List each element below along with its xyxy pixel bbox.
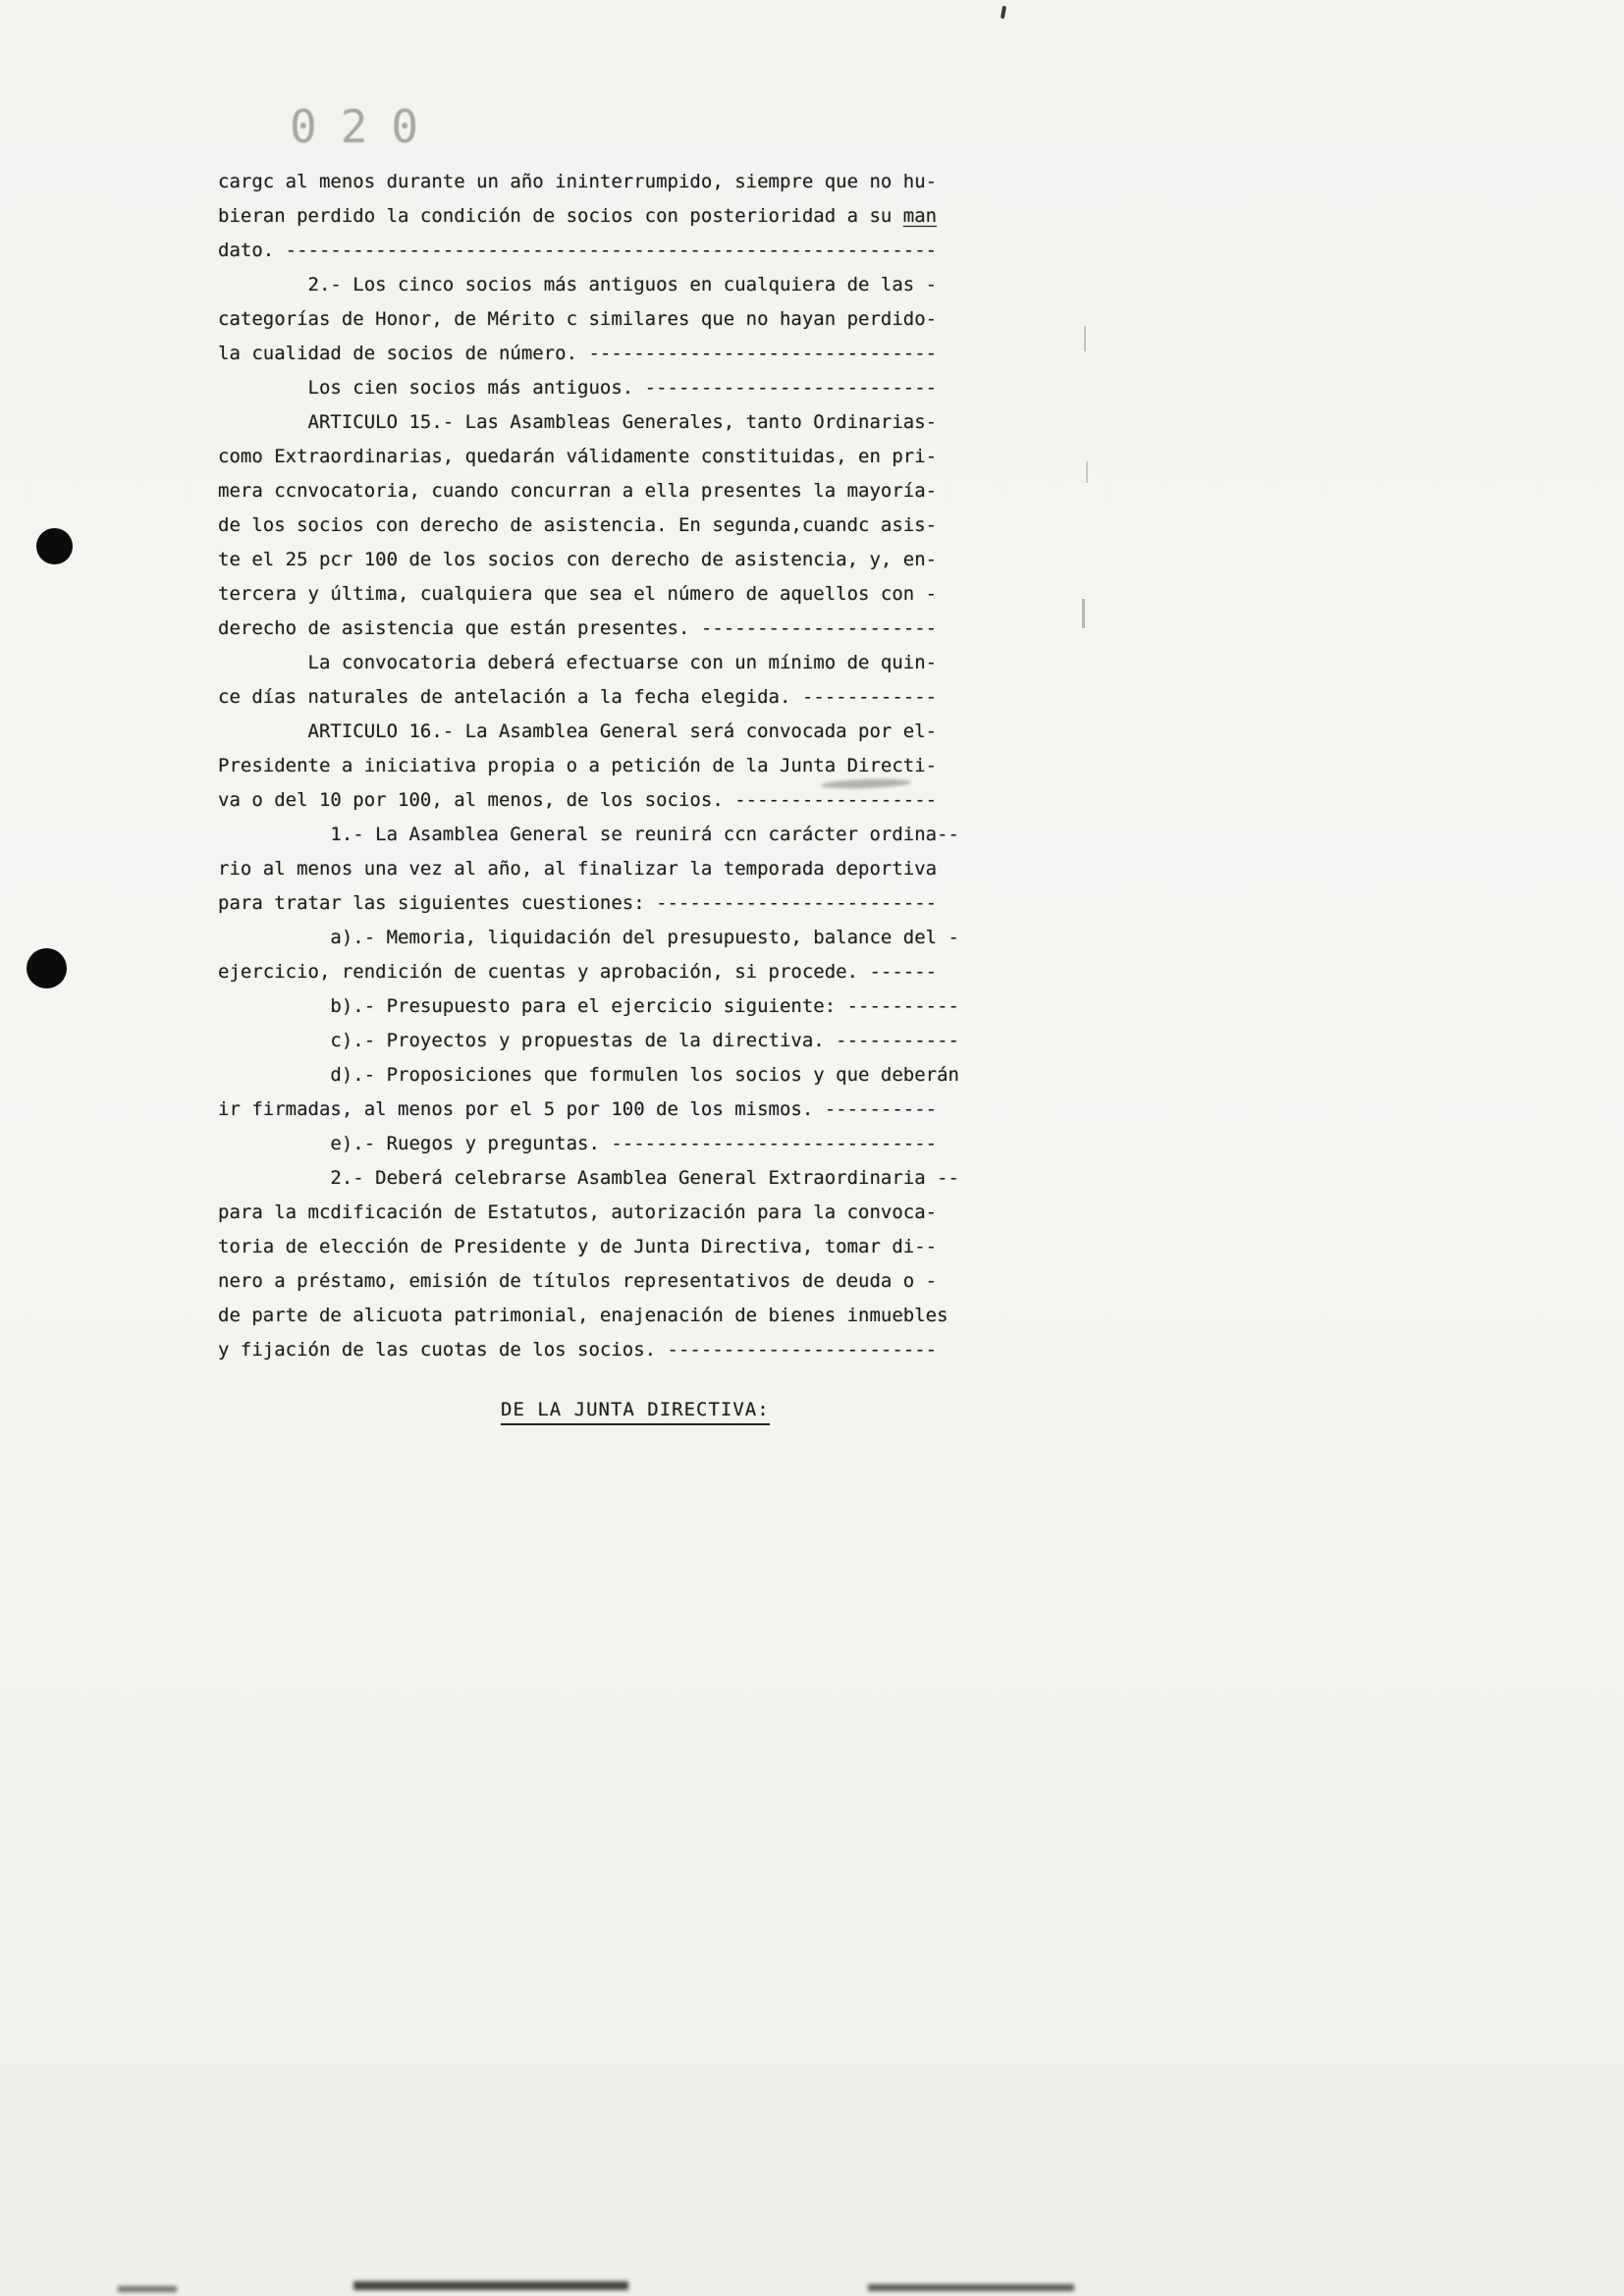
hole-punch-bottom	[27, 948, 67, 988]
text-line: como Extraordinarias, quedarán válidamente constituidas, en pri-	[218, 446, 938, 467]
text-line: mera ccnvocatoria, cuando concurran a ella presentes la mayoría-	[218, 480, 938, 502]
scan-artifact-right-edge	[1084, 326, 1086, 351]
underlined-word: man	[902, 205, 938, 227]
text-line: derecho de asistencia que están presentes. ---------------------	[218, 617, 938, 639]
text-line: para tratar las siguientes cuestiones: -------------------------	[218, 892, 938, 914]
text-line: c).- Proyectos y propuestas de la directiva. -----------	[218, 1030, 959, 1051]
document-body	[218, 165, 1003, 1427]
text-line: te el 25 pcr 100 de los socios con derecho de asistencia, y, en-	[218, 549, 938, 570]
text-line: b).- Presupuesto para el ejercicio siguiente: ----------	[218, 995, 959, 1017]
scan-artifact-top-right	[1001, 6, 1006, 19]
text-line: categorías de Honor, de Mérito c similares que no hayan perdido-	[218, 308, 938, 330]
scan-artifact-right-edge	[1086, 461, 1088, 483]
text-line: ARTICULO 16.- La Asamblea General será convocada por el-	[218, 721, 938, 742]
scan-artifact-bottom-edge	[353, 2281, 628, 2290]
text-line: 2.- Los cinco socios más antiguos en cualquiera de las -	[218, 274, 938, 295]
text-line: para la mcdificación de Estatutos, autorización para la convoca-	[218, 1201, 938, 1223]
hole-punch-top	[36, 528, 73, 564]
text-line: va o del 10 por 100, al menos, de los socios. ------------------	[218, 789, 938, 811]
text-line: cargc al menos durante un año ininterrumpido, siempre que no hu-	[218, 171, 938, 192]
text-line: dato. ----------------------------------------------------------	[218, 240, 938, 261]
text-line: 1.- La Asamblea General se reunirá ccn carácter ordina--	[218, 824, 959, 845]
text-line	[218, 199, 1003, 234]
text-line: a).- Memoria, liquidación del presupuesto, balance del -	[218, 927, 959, 948]
text-line: La convocatoria deberá efectuarse con un mínimo de quin-	[218, 652, 938, 673]
scan-artifact-right-edge	[1082, 599, 1085, 628]
text-line: la cualidad de socios de número. -------------------------------	[218, 343, 938, 364]
page-number-stamp: 020	[290, 100, 443, 153]
text-line: ejercicio, rendición de cuentas y aprobación, si procede. ------	[218, 961, 938, 983]
scan-artifact-bottom-edge	[118, 2286, 177, 2292]
text-line: e).- Ruegos y preguntas. -----------------------------	[218, 1133, 938, 1154]
text-line: de los socios con derecho de asistencia. En segunda,cuandc asis-	[218, 514, 938, 536]
section-heading: DE LA JUNTA DIRECTIVA:	[501, 1399, 770, 1425]
text-line: y fijación de las cuotas de los socios. ------------------------	[218, 1339, 938, 1361]
text-line: ARTICULO 15.- Las Asambleas Generales, tanto Ordinarias-	[218, 411, 938, 433]
text-line: Presidente a iniciativa propia o a petición de la Junta Directi-	[218, 755, 938, 776]
text-line: de parte de alicuota patrimonial, enajenación de bienes inmuebles	[218, 1305, 948, 1326]
text-line: Los cien socios más antiguos. --------------------------	[218, 377, 938, 399]
text-line: tercera y última, cualquiera que sea el número de aquellos con -	[218, 583, 938, 605]
text-line: ce días naturales de antelación a la fecha elegida. ------------	[218, 686, 938, 708]
text-line: rio al menos una vez al año, al finalizar la temporada deportiva	[218, 858, 938, 880]
text-line: ir firmadas, al menos por el 5 por 100 de los mismos. ----------	[218, 1098, 938, 1120]
section-heading-row	[218, 1393, 1003, 1427]
text-segment: bieran perdido la condición de socios con posterioridad a su	[218, 205, 903, 227]
text-line: 2.- Deberá celebrarse Asamblea General Extraordinaria --	[218, 1167, 959, 1189]
text-line: nero a préstamo, emisión de títulos representativos de deuda o -	[218, 1270, 938, 1292]
scan-artifact-bottom-edge	[868, 2284, 1074, 2291]
text-line: toria de elección de Presidente y de Junta Directiva, tomar di--	[218, 1236, 938, 1257]
text-line: d).- Proposiciones que formulen los socios y que deberán	[218, 1064, 959, 1086]
